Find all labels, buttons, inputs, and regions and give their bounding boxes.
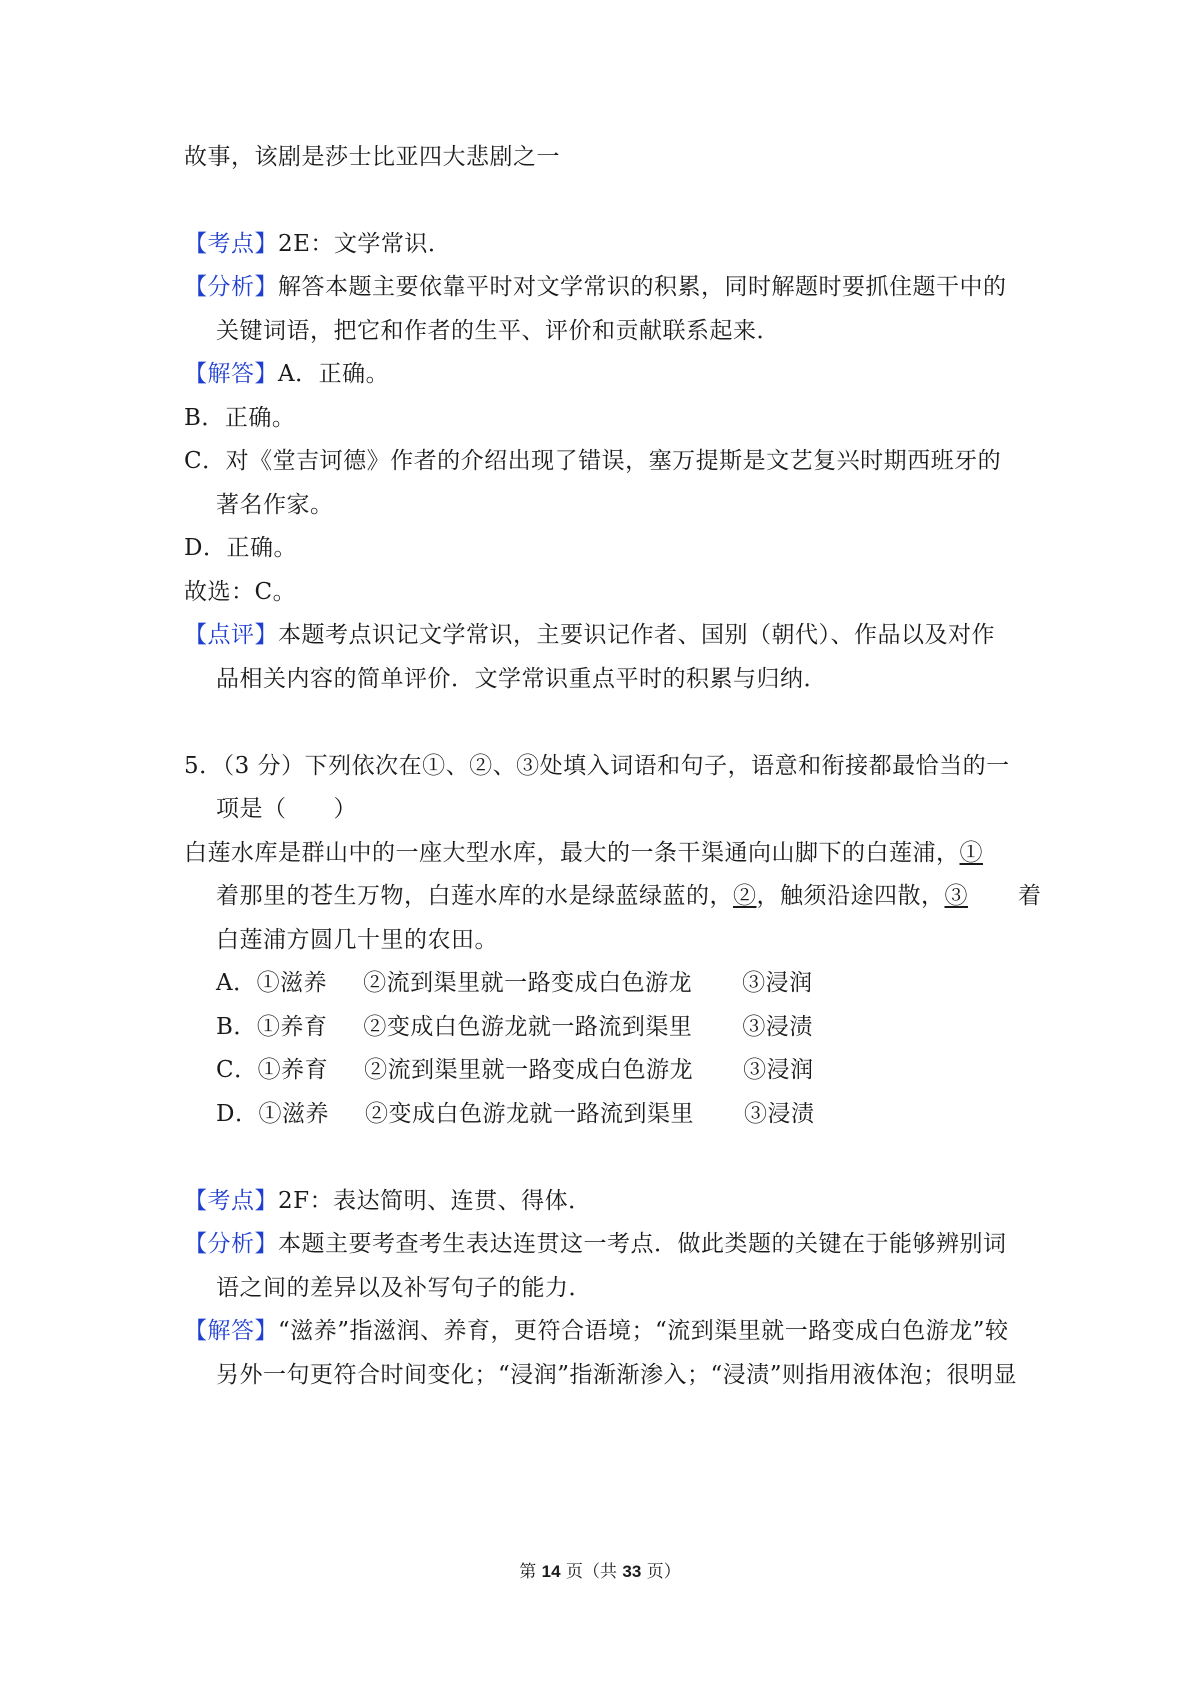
option-label: C．①养育 [216,1057,329,1083]
option-label: B．①养育 [216,1014,328,1040]
q4-jieda-d: D．正确。 [184,535,297,561]
q5-kaodian [184,1186,592,1216]
q4-fenxi [184,272,1007,302]
jieda-tag: 【解答】 [184,1318,278,1344]
q5-jieda-cont: 另外一句更符合时间变化；“浸润”指渐渐渗入；“浸渍”则指用液体泡；很明显 [216,1362,1018,1388]
option-part3: ③浸润 [743,1057,814,1083]
option-label: A．①滋养 [216,970,328,996]
fenxi-text: 解答本题主要依靠平时对文学常识的积累，同时解题时要抓住题干中的 [278,274,1007,300]
q4-jieda [184,359,389,389]
blank-3: ③ [944,883,968,909]
passage-text: ，触须沿途四散， [756,883,945,909]
option-part2: ②流到渠里就一路变成白色游龙 [363,970,693,996]
q4-kaodian [184,229,451,259]
q5-stem: 5．（3 分）下列依次在①、②、③处填入词语和句子，语意和衔接都最恰当的一 [184,753,1010,779]
jieda-tag: 【解答】 [184,361,278,387]
blank-2: ② [733,883,757,909]
kaodian-tag: 【考点】 [184,231,278,257]
page-total: 33 [622,1562,642,1581]
option-part2: ②变成白色游龙就一路流到渠里 [363,1014,693,1040]
q4-jieda-c-cont: 著名作家。 [216,492,334,518]
fenxi-text: 本题主要考查考生表达连贯这一考点．做此类题的关键在于能够辨别词 [278,1231,1007,1257]
option-part3: ③浸渍 [743,1101,815,1127]
fenxi-tag: 【分析】 [184,1231,278,1257]
kaodian-tag: 【考点】 [184,1188,278,1214]
jieda-a: A．正确。 [278,361,390,387]
q4-dianping-cont: 品相关内容的简单评价．文学常识重点平时的积累与归纳． [216,666,827,692]
option-part2: ②流到渠里就一路变成白色游龙 [364,1057,694,1083]
passage-text: 着 [1018,883,1042,909]
fenxi-tag: 【分析】 [184,274,278,300]
page-number: 14 [541,1562,561,1581]
dianping-text: 本题考点识记文学常识，主要识记作者、国别（朝代）、作品以及对作 [278,622,995,648]
q5-passage-line1 [184,838,983,868]
q5-fenxi-cont: 语之间的差异以及补写句子的能力． [216,1275,592,1301]
option-label: D．①滋养 [216,1101,329,1127]
passage-text: 白莲水库是群山中的一座大型水库，最大的一条干渠通向山脚下的白莲浦， [184,840,960,866]
option-part3: ③浸渍 [742,1014,813,1040]
jieda-text: “滋养”指滋润、养育，更符合语境；“流到渠里就一路变成白色游龙”较 [278,1318,1009,1344]
dianping-tag: 【点评】 [184,622,278,648]
q5-stem-cont: 项是（ ） [216,796,357,822]
q5-jieda [184,1316,1009,1346]
q4-guxuan: 故选：C。 [184,579,297,605]
option-c [216,1055,814,1085]
kaodian-text: 2F：表达简明、连贯、得体． [278,1188,592,1214]
option-part3: ③浸润 [742,970,813,996]
q5-fenxi [184,1229,1007,1259]
q4-dianping [184,620,995,650]
passage-text: 着那里的苍生万物，白莲水库的水是绿蓝绿蓝的， [216,883,733,909]
q4-fenxi-cont: 关键词语，把它和作者的生平、评价和贡献联系起来． [216,318,780,344]
option-a [216,968,813,998]
option-b [216,1012,813,1042]
q5-passage-line2 [216,881,1042,911]
q5-passage-line3: 白莲浦方圆几十里的农田。 [216,927,498,953]
prev-continuation: 故事，该剧是莎士比亚四大悲剧之一 [184,144,560,170]
page-footer: 第 14 页（共 33 页） [519,1562,681,1582]
q4-jieda-c: C．对《堂吉诃德》作者的介绍出现了错误，塞万提斯是文艺复兴时期西班牙的 [184,448,1002,474]
option-d [216,1099,814,1129]
q4-jieda-b: B．正确。 [184,405,296,431]
kaodian-text: 2E：文学常识． [278,231,452,257]
option-part2: ②变成白色游龙就一路流到渠里 [364,1101,694,1127]
blank-1: ① [959,840,983,866]
